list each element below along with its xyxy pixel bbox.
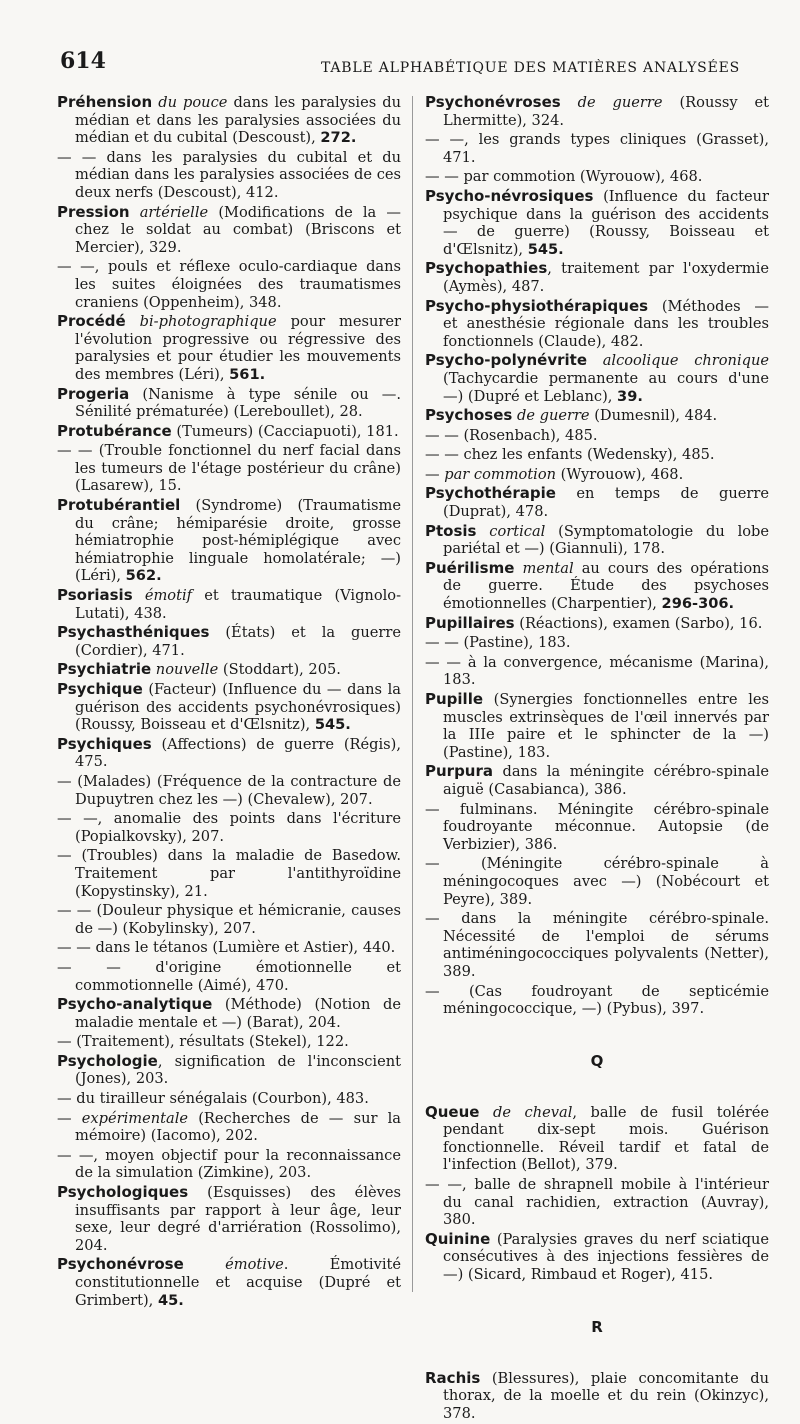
entry-headword: Préhension <box>57 93 153 111</box>
entry-text: (Facteur) (Influence du — dans la guérison des accidents psychonévrosiques) (Roussy, Boisseau et d'Œlsnitz), <box>75 681 401 734</box>
entry-headword: Psychologie <box>57 1051 158 1070</box>
index-entry <box>57 736 401 771</box>
section-letter-r: R <box>591 1317 603 1336</box>
entry-text: — —, balle de shrapnell mobile à l'intérieur du canal rachidien, extraction (Auvray), 380. <box>425 1176 769 1229</box>
index-entry <box>57 810 401 845</box>
index-entry <box>425 427 769 445</box>
index-entry <box>425 615 769 633</box>
entry-text: pour mesurer l'évolution progressive ou régressive des paralysies et pour étudier les mouvements des membres (Léri), <box>75 313 402 383</box>
index-entry <box>57 847 401 900</box>
index-entry <box>425 260 769 295</box>
index-entry <box>425 801 769 854</box>
index-entry <box>57 661 401 679</box>
index-entry <box>425 131 769 166</box>
entry-text: — — par commotion (Wyrouow), 468. <box>425 168 703 186</box>
right-entry-list <box>425 94 769 1018</box>
index-entry <box>425 855 769 908</box>
entry-text: . Émotivité constitutionnelle et acquise (Dupré et Grimbert), <box>75 1256 401 1309</box>
index-entry <box>57 1033 401 1051</box>
entry-text: (Stoddart), 205. <box>218 661 341 679</box>
q-entry-list <box>425 1104 769 1284</box>
entry-italic: expérimentale <box>81 1109 189 1127</box>
entry-text: (Esquisses) des élèves insuffisants par rapport à leur âge, leur sexe, leur degré d'arriération (Rossolimo), 204. <box>75 1184 401 1254</box>
index-entry <box>425 446 769 464</box>
page-header <box>60 48 740 84</box>
index-entry <box>57 204 401 257</box>
entry-text: (Affections) de guerre (Régis), 475. <box>75 735 401 771</box>
entry-headword: Psychonévroses <box>425 93 561 111</box>
entry-headword: Psychique <box>57 680 143 698</box>
index-entry <box>425 523 769 558</box>
index-entry <box>425 352 769 405</box>
index-entry <box>57 313 401 383</box>
entry-page-ref: 561. <box>229 365 266 383</box>
index-entry <box>57 587 401 622</box>
entry-page-ref: 562. <box>125 567 162 585</box>
index-entry <box>57 773 401 808</box>
entry-italic: artérielle <box>139 203 209 221</box>
entry-page-ref: 296-306. <box>661 595 735 613</box>
index-entry <box>57 1090 401 1108</box>
entry-headword: Pupillaires <box>425 613 515 632</box>
entry-page-ref: 545. <box>314 716 351 734</box>
index-entry <box>57 423 401 441</box>
entry-text: — — d'origine émotionnelle et commotionnelle (Aimé), 470. <box>57 958 401 994</box>
entry-text: dans les paralysies du médian et dans les paralysies associées du médian et du cubital (Descoust), <box>75 94 402 147</box>
entry-text: — (Malades) (Fréquence de la contracture de Dupuytren chez les —) (Chevalew), 207. <box>57 772 401 808</box>
entry-text: (Tumeurs) (Cacciapuoti), 181. <box>171 422 399 440</box>
entry-headword: Psychonévrose <box>57 1255 184 1274</box>
entry-text: (Roussy et Lhermitte), 324. <box>443 94 770 129</box>
index-entry <box>57 94 401 147</box>
entry-italic: émotive <box>225 1256 284 1274</box>
entry-text: , balle de fusil tolérée pendant dix-sept mois. Guérison fonctionnelle. Réveil tardif et fatal de l'infection (Bellot), 379. <box>443 1103 769 1174</box>
entry-text: — <box>425 465 445 483</box>
index-entry <box>425 466 769 484</box>
entry-text: — <box>57 1109 82 1127</box>
entry-italic: émotif <box>144 587 193 605</box>
entry-text: (Wyrouow), 468. <box>556 465 684 483</box>
entry-text: (Paralysies graves du nerf sciatique consécutives à des injections fessières de —) (Sicard, Rimbaud et Roger), 415. <box>443 1230 769 1284</box>
index-entry <box>57 681 401 734</box>
index-entry <box>425 691 769 761</box>
index-entry <box>425 654 769 689</box>
entry-text: (Méthodes — et anesthésie régionale dans les troubles fonctionnels (Claude), 482. <box>443 297 769 350</box>
entry-text: — du tirailleur sénégalais (Courbon), 483. <box>57 1090 369 1108</box>
entry-text: — (Troubles) dans la maladie de Basedow. Traitement par l'antithyroïdine (Kopystinsky), 21. <box>57 847 401 900</box>
entry-page-ref: 272. <box>320 129 357 147</box>
entry-text: (Méthode) (Notion de maladie mentale et —) (Barat), 204. <box>75 996 401 1031</box>
entry-italic: de guerre <box>577 94 663 111</box>
entry-text: (Dumesnil), 484. <box>589 407 718 425</box>
entry-italic: de guerre <box>516 407 590 425</box>
entry-text: dans la méningite cérébro-spinale aiguë (Casabianca), 386. <box>443 763 769 798</box>
index-entry <box>425 1231 769 1284</box>
entry-headword: Progeria <box>57 384 130 403</box>
index-entry <box>57 959 401 994</box>
entry-headword: Psychoses <box>425 406 513 425</box>
entry-text: , traitement par l'oxydermie (Aymès), 487. <box>443 260 769 295</box>
index-entry <box>57 996 401 1031</box>
index-entry <box>425 634 769 652</box>
entry-italic: par commotion <box>444 465 557 483</box>
entry-text: — (Cas foudroyant de septicémie méningococcique, —) (Pybus), 397. <box>425 982 769 1018</box>
entry-headword: Psoriasis <box>57 586 133 605</box>
entry-headword: Procédé <box>57 312 126 331</box>
entry-headword: Quinine <box>425 1229 491 1248</box>
entry-headword: Psycho-analytique <box>57 995 213 1014</box>
running-title: TABLE ALPHABÉTIQUE DES MATIÈRES ANALYSÉES <box>321 60 740 76</box>
entry-italic: mental <box>522 559 574 577</box>
entry-headword: Protubérantiel <box>57 496 181 515</box>
entry-headword: Psycho-névrosiques <box>425 186 594 205</box>
section-letter-q: Q <box>590 1051 604 1070</box>
entry-headword: Purpura <box>425 762 494 781</box>
entry-text: — — dans les paralysies du cubital et du médian dans les paralysies associées de ces deux nerfs (Descoust), 412. <box>57 148 401 201</box>
r-entry-list <box>425 1370 769 1423</box>
entry-text: — —, les grands types cliniques (Grasset), 471. <box>425 131 769 166</box>
entry-text: (Nanisme à type sénile ou —. Sénilité prématurée) (Lereboullet), 28. <box>75 385 401 421</box>
index-entry <box>425 94 769 129</box>
entry-headword: Psychopathies <box>425 259 548 278</box>
index-entry <box>425 763 769 798</box>
entry-text: (Réactions), examen (Sarbo), 16. <box>514 614 763 632</box>
index-entry <box>57 149 401 202</box>
index-entry <box>57 902 401 937</box>
entry-italic: nouvelle <box>155 661 219 679</box>
index-entry <box>425 1370 769 1423</box>
index-entry <box>57 386 401 421</box>
entry-italic: alcoolique chronique <box>602 352 769 370</box>
entry-text: — dans la méningite cérébro-spinale. Nécessité de l'emploi de sérums antiméningococciques polyvalents (Netter), 389. <box>425 910 769 980</box>
index-entry <box>57 1147 401 1182</box>
entry-text: (Modifications de la — chez le soldat au combat) (Briscons et Mercier), 329. <box>75 203 401 256</box>
index-entry <box>425 560 769 613</box>
entry-text: — — (Pastine), 183. <box>425 634 571 652</box>
entry-headword: Psychasthéniques <box>57 623 210 642</box>
entry-text: (Influence du facteur psychique dans la guérison des accidents — de guerre) (Roussy, Boisseau et d'Œlsnitz), <box>443 187 769 258</box>
entry-text: — — (Rosenbach), 485. <box>425 426 598 444</box>
entry-headword: Psychothérapie <box>425 484 556 503</box>
entry-text: — — dans le tétanos (Lumière et Astier), 440. <box>57 939 396 957</box>
index-entry <box>425 1176 769 1229</box>
entry-text: — (Traitement), résultats (Stekel), 122. <box>57 1033 349 1051</box>
index-entry <box>425 168 769 186</box>
page-number: 614 <box>60 48 106 74</box>
entry-text: (Symptomatologie du lobe pariétal et —) (Giannuli), 178. <box>443 522 769 558</box>
entry-text: — — (Douleur physique et hémicranie, causes de —) (Kobylinsky), 207. <box>57 902 401 937</box>
entry-text: — —, anomalie des points dans l'écriture (Popialkovsky), 207. <box>57 810 401 845</box>
entry-headword: Psycho-physiothérapiques <box>425 296 649 315</box>
entry-text: en temps de guerre (Duprat), 478. <box>443 485 769 521</box>
index-entry <box>57 624 401 659</box>
entry-italic: du pouce <box>158 94 228 111</box>
entry-headword: Protubérance <box>57 421 172 440</box>
entry-page-ref: 39. <box>617 387 643 405</box>
entry-headword: Psycho-polynévrite <box>425 351 588 370</box>
index-entry <box>425 188 769 258</box>
entry-headword: Psychologiques <box>57 1183 189 1202</box>
entry-text: (Blessures), plaie concomitante du thorax, de la moelle et du rein (Okinzyc), 378. <box>443 1369 769 1422</box>
index-entry <box>425 910 769 980</box>
column-divider <box>412 96 413 1292</box>
entry-text: au cours des opérations de guerre. Étude des psychoses émotionnelles (Charpentier), <box>443 559 769 613</box>
index-entry <box>57 939 401 957</box>
index-entry <box>57 1110 401 1145</box>
entry-text: — —, pouls et réflexe oculo-cardiaque dans les suites éloignées des traumatismes craniens (Oppenheim), 348. <box>57 258 401 311</box>
index-entry <box>57 1053 401 1088</box>
entry-headword: Pression <box>57 202 130 221</box>
entry-text: — (Méningite cérébro-spinale à méningocoques avec —) (Nobécourt et Peyre), 389. <box>425 855 769 908</box>
index-entry <box>57 497 401 585</box>
entry-text: (Synergies fonctionnelles entre les muscles extrinsèques de l'œil innervés par la IIIe paire et le sphincter de la —) (Pastine), 183. <box>443 691 769 761</box>
index-entry <box>57 258 401 311</box>
right-column <box>425 94 769 1424</box>
entry-page-ref: 545. <box>527 240 564 258</box>
entry-text: (Syndrome) (Traumatisme du crâne; hémiparésie droite, grosse hémiatrophie post-hémiplégique avec hémiatrophie linguale homolatérale; —) (Léri), <box>75 497 401 585</box>
entry-text: , signification de l'inconscient (Jones), 203. <box>75 1052 401 1088</box>
left-column <box>57 94 401 1311</box>
entry-text: (Recherches de — sur la mémoire) (Iacomo), 202. <box>75 1109 402 1145</box>
entry-text: et traumatique (Vignolo-Lutati), 438. <box>75 587 401 622</box>
entry-text: — — (Trouble fonctionnel du nerf facial dans les tumeurs de l'étage postérieur du crâne) (Lasarew), 15. <box>57 442 401 495</box>
entry-text: — —, moyen objectif pour la reconnaissance de la simulation (Zimkine), 203. <box>57 1146 401 1182</box>
index-entry <box>425 485 769 520</box>
entry-text: (Tachycardie permanente au cours d'une —) (Dupré et Leblanc), <box>443 369 769 405</box>
entry-italic: de cheval <box>493 1103 573 1121</box>
entry-text: (États) et la guerre (Cordier), 471. <box>75 624 401 659</box>
entry-headword: Queue <box>425 1102 480 1121</box>
index-entry <box>57 442 401 495</box>
entry-headword: Ptosis <box>425 521 477 540</box>
entry-headword: Psychiatrie <box>57 660 152 679</box>
index-entry <box>425 298 769 351</box>
index-entry <box>57 1184 401 1254</box>
entry-text: — fulminans. Méningite cérébro-spinale foudroyante méconnue. Autopsie (de Verbizier), 386. <box>425 800 769 853</box>
entry-headword: Rachis <box>425 1368 481 1387</box>
entry-headword: Pupille <box>425 690 484 708</box>
entry-italic: bi-photographique <box>139 313 277 331</box>
entry-text: — — chez les enfants (Wedensky), 485. <box>425 446 715 464</box>
entry-headword: Puérilisme <box>425 558 515 577</box>
entry-text: — — à la convergence, mécanisme (Marina), 183. <box>425 653 769 689</box>
index-entry <box>57 1256 401 1309</box>
index-entry <box>425 1104 769 1174</box>
index-entry <box>425 407 769 425</box>
entry-page-ref: 45. <box>157 1291 184 1309</box>
entry-italic: cortical <box>489 522 546 540</box>
entry-headword: Psychiques <box>57 734 152 753</box>
index-entry <box>425 983 769 1018</box>
